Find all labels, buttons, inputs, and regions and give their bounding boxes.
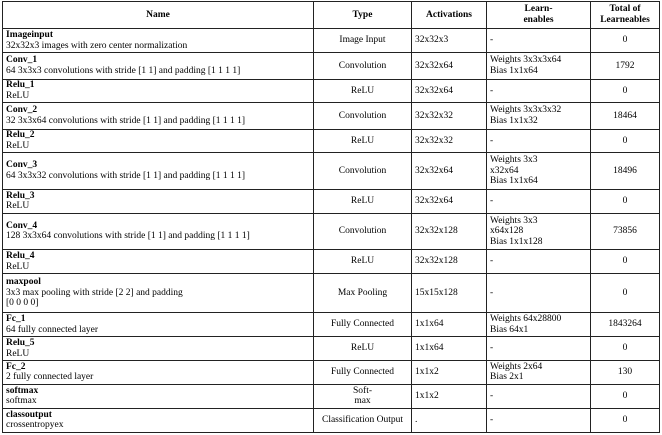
layer-name-cell: [3, 79, 314, 103]
header-total: Total of Learneables: [591, 2, 660, 29]
layer-description: ReLU: [6, 261, 30, 272]
layer-type-cell: ReLU: [314, 79, 412, 103]
table-row: [3, 190, 660, 214]
layer-description: ReLU: [6, 201, 30, 212]
layer-description: 3x3 max pooling with stride [2 2] and padding [0 0 0 0]: [6, 287, 183, 309]
layer-description: 64 fully connected layer: [6, 324, 99, 335]
learnables-line: -: [490, 135, 494, 146]
header-row: [3, 2, 660, 29]
layer-name: Imageinput: [6, 30, 53, 41]
layer-name-cell: [3, 129, 314, 153]
learnables-line: Bias 64x1: [490, 324, 529, 335]
table-row: [3, 103, 660, 129]
total-learnables-cell: 0: [591, 250, 660, 274]
learnables-line: -: [490, 35, 494, 46]
layers-table: [2, 1, 660, 433]
activations-cell: 32x32x128: [412, 213, 487, 250]
layer-name: classoutput: [6, 409, 52, 420]
layer-type-cell: ReLU: [314, 337, 412, 361]
learnables-line: Weights 3x3x3x64: [490, 55, 562, 66]
total-learnables-cell: 130: [591, 360, 660, 384]
header-activations: Activations: [412, 2, 487, 29]
table-row: [3, 153, 660, 190]
learnables-line: Bias 1x1x64: [490, 176, 538, 187]
layer-name: Conv_2: [6, 105, 38, 116]
layer-name: Conv_3: [6, 160, 38, 171]
layer-type-cell: ReLU: [314, 190, 412, 214]
table-row: [3, 313, 660, 337]
layer-name-cell: [3, 250, 314, 274]
layer-description: ReLU: [6, 90, 30, 101]
total-learnables-cell: 18496: [591, 153, 660, 190]
table-row: [3, 337, 660, 361]
learnables-cell: [487, 337, 591, 361]
learnables-cell: [487, 385, 591, 409]
learnables-cell: [487, 190, 591, 214]
activations-cell: 1x1x2: [412, 385, 487, 409]
layer-name: maxpool: [6, 277, 41, 288]
table-row: [3, 385, 660, 409]
learnables-line: -: [490, 256, 494, 267]
table-row: [3, 408, 660, 432]
total-learnables-cell: 0: [591, 337, 660, 361]
table-row: [3, 213, 660, 250]
layer-description: 2 fully connected layer: [6, 372, 94, 383]
learnables-cell: [487, 360, 591, 384]
activations-cell: 32x32x64: [412, 79, 487, 103]
layer-description: 64 3x3x3 convolutions with stride [1 1] and padding [1 1 1 1]: [6, 65, 241, 76]
learnables-cell: [487, 213, 591, 250]
learnables-line: Bias 1x1x128: [490, 236, 543, 247]
activations-cell: 32x32x64: [412, 190, 487, 214]
learnables-line: -: [490, 414, 494, 425]
activations-cell: 15x15x128: [412, 273, 487, 312]
layer-name: Relu_4: [6, 251, 35, 262]
learnables-line: Weights 3x3x3x32: [490, 105, 562, 116]
table-row: [3, 273, 660, 312]
total-learnables-cell: 1792: [591, 53, 660, 79]
learnables-line: -: [490, 195, 494, 206]
total-learnables-cell: 18464: [591, 103, 660, 129]
table-row: [3, 360, 660, 384]
total-learnables-cell: 73856: [591, 213, 660, 250]
activations-cell: .: [412, 408, 487, 432]
layer-name: Relu_2: [6, 130, 35, 141]
layer-description: 64 3x3x32 convolutions with stride [1 1] and padding [1 1 1 1]: [6, 171, 246, 182]
table-row: [3, 250, 660, 274]
layer-name-cell: [3, 190, 314, 214]
layer-description: 32x32x3 images with zero center normalization: [6, 40, 188, 51]
layer-name: Relu_5: [6, 337, 35, 348]
layer-name-cell: [3, 360, 314, 384]
activations-cell: 1x1x64: [412, 337, 487, 361]
learnables-line: Weights 3x3: [490, 155, 538, 166]
layer-type-cell: Convolution: [314, 153, 412, 190]
layer-description: ReLU: [6, 348, 30, 359]
total-learnables-cell: 1843264: [591, 313, 660, 337]
activations-cell: 32x32x128: [412, 250, 487, 274]
activations-cell: 1x1x2: [412, 360, 487, 384]
layer-description: softmax: [6, 396, 37, 407]
total-learnables-cell: 0: [591, 29, 660, 53]
activations-cell: 1x1x64: [412, 313, 487, 337]
learnables-cell: [487, 129, 591, 153]
layer-name: Relu_3: [6, 190, 35, 201]
layer-type-cell: Fully Connected: [314, 313, 412, 337]
layer-name-cell: [3, 408, 314, 432]
layer-name-cell: [3, 103, 314, 129]
learnables-line: x32x64: [490, 165, 519, 176]
layer-type-cell: ReLU: [314, 250, 412, 274]
total-learnables-cell: 0: [591, 190, 660, 214]
layer-name-cell: [3, 153, 314, 190]
layer-type-cell: Classification Output: [314, 408, 412, 432]
learnables-line: Weights 3x3: [490, 215, 538, 226]
total-learnables-cell: 0: [591, 385, 660, 409]
learnables-line: Weights 64x28800: [490, 314, 562, 325]
table-body: [3, 29, 660, 433]
header-type: Type: [314, 2, 412, 29]
layer-name-cell: [3, 213, 314, 250]
learnables-cell: [487, 273, 591, 312]
layer-type-cell: Convolution: [314, 53, 412, 79]
learnables-cell: [487, 250, 591, 274]
table-row: [3, 79, 660, 103]
layer-description: crossentropyex: [6, 420, 64, 431]
table-row: [3, 129, 660, 153]
layer-name: Fc_1: [6, 314, 26, 325]
layer-name-cell: [3, 313, 314, 337]
learnables-line: Bias 1x1x32: [490, 115, 538, 126]
learnables-cell: [487, 79, 591, 103]
learnables-line: Bias 1x1x64: [490, 65, 538, 76]
learnables-line: x64x128: [490, 226, 524, 237]
total-learnables-cell: 0: [591, 408, 660, 432]
activations-cell: 32x32x3: [412, 29, 487, 53]
layer-name-cell: [3, 53, 314, 79]
learnables-line: Weights 2x64: [490, 361, 543, 372]
table-row: [3, 29, 660, 53]
layer-type-cell: Fully Connected: [314, 360, 412, 384]
layer-description: ReLU: [6, 140, 30, 151]
layer-name: Relu_1: [6, 80, 35, 91]
learnables-cell: [487, 153, 591, 190]
activations-cell: 32x32x32: [412, 129, 487, 153]
activations-cell: 32x32x32: [412, 103, 487, 129]
layer-description: 128 3x3x64 convolutions with stride [1 1] and padding [1 1 1 1]: [6, 231, 250, 242]
total-learnables-cell: 0: [591, 129, 660, 153]
layer-type-cell: ReLU: [314, 129, 412, 153]
learnables-line: -: [490, 391, 494, 402]
learnables-line: Bias 2x1: [490, 372, 524, 383]
layer-name-cell: [3, 337, 314, 361]
layer-type-cell: Image Input: [314, 29, 412, 53]
layer-name: Conv_4: [6, 220, 38, 231]
layer-name-cell: [3, 273, 314, 312]
layer-name: Conv_1: [6, 55, 38, 66]
learnables-cell: [487, 53, 591, 79]
learnables-line: -: [490, 287, 494, 298]
layer-type-cell: Soft- max: [314, 385, 412, 409]
layer-type-cell: Convolution: [314, 103, 412, 129]
table-row: [3, 53, 660, 79]
layer-name-cell: [3, 29, 314, 53]
layer-name: softmax: [6, 385, 39, 396]
learnables-line: -: [490, 85, 494, 96]
layer-type-cell: Max Pooling: [314, 273, 412, 312]
total-learnables-cell: 0: [591, 79, 660, 103]
layer-description: 32 3x3x64 convolutions with stride [1 1] and padding [1 1 1 1]: [6, 115, 246, 126]
learnables-cell: [487, 103, 591, 129]
learnables-cell: [487, 408, 591, 432]
layer-name: Fc_2: [6, 361, 26, 372]
learnables-cell: [487, 29, 591, 53]
activations-cell: 32x32x64: [412, 153, 487, 190]
header-name: Name: [3, 2, 314, 29]
layer-name-cell: [3, 385, 314, 409]
total-learnables-cell: 0: [591, 273, 660, 312]
header-learnables: Learn- enables: [487, 2, 591, 29]
learnables-cell: [487, 313, 591, 337]
activations-cell: 32x32x64: [412, 53, 487, 79]
layer-type-cell: Convolution: [314, 213, 412, 250]
learnables-line: -: [490, 343, 494, 354]
